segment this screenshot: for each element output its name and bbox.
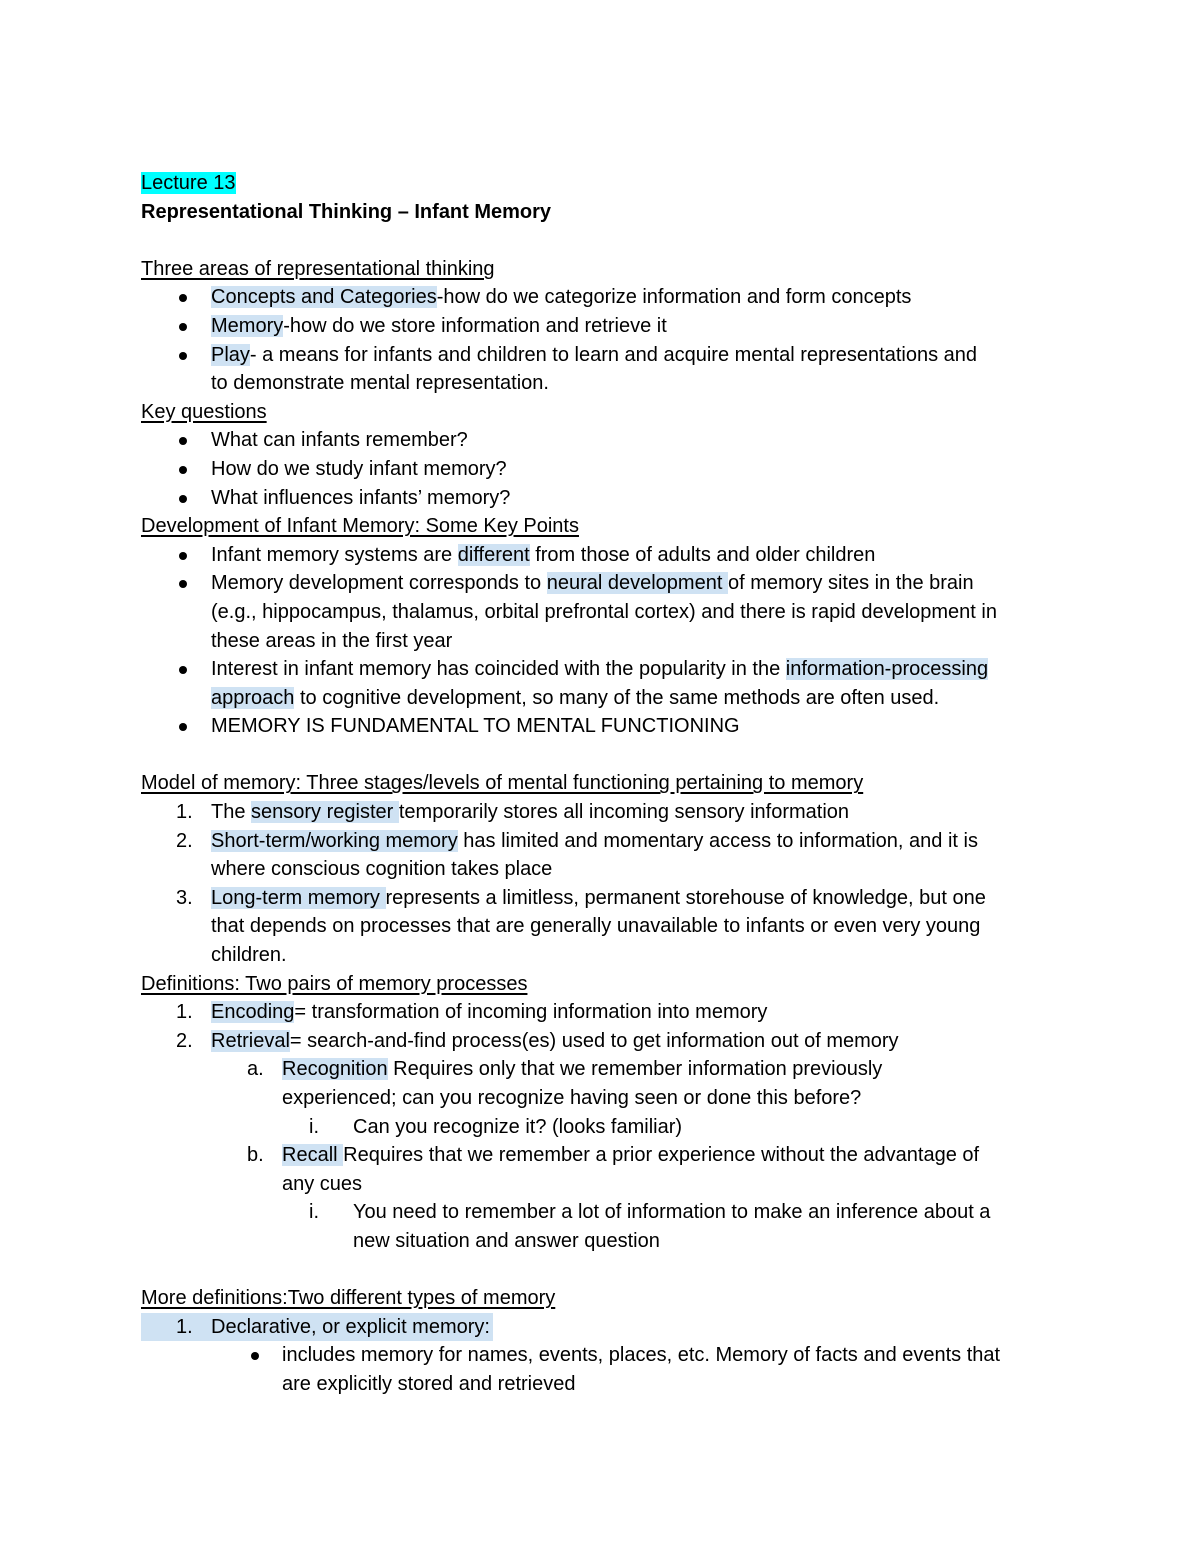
list-item [141,655,1071,712]
item-text: temporarily stores all incoming sensory information [398,801,850,824]
item-text: to cognitive development, so many of the same methods are often used. [294,686,940,709]
list-item [141,827,1071,884]
item-text: You need to remember a lot of information to make an inference about a [353,1201,991,1224]
list-item [141,884,1071,970]
list-item [141,569,1071,655]
item-text: What can infants remember? [211,429,468,452]
highlighted-term: Play [211,343,250,366]
highlighted-term: Recall [282,1144,344,1167]
list-item [141,998,1071,1027]
list-item [141,455,1071,484]
highlighted-term: Long-term memory [211,886,386,909]
page-title: Representational Thinking – Infant Memory [141,200,552,223]
item-text: The [211,801,252,824]
section-heading-key-questions: Key questions [141,400,267,423]
item-text-continued: new situation and answer question [353,1229,660,1252]
section-heading-representational-thinking: Three areas of representational thinking [141,257,495,280]
list-item [141,1055,1071,1112]
highlighted-term: Memory [211,314,284,337]
bullet-icon [179,352,187,360]
list-item [141,426,1071,455]
bullet-icon [179,580,187,588]
item-text: of memory sites in the brain [727,572,974,595]
item-text: Declarative, or explicit memory: [211,1315,490,1338]
list-item [141,541,1071,570]
item-text: Interest in infant memory has coincided with the popularity in the [211,658,786,681]
bullet-icon [179,294,187,302]
list-number: 1. [176,1315,193,1338]
list-item [141,312,1071,341]
list-number: 2. [176,829,193,852]
bullet-icon [179,323,187,331]
list-item [141,1341,1071,1398]
bullet-icon [179,466,187,474]
item-text-continued: are explicitly stored and retrieved [282,1372,576,1395]
section-heading-more-definitions: More definitions:Two different types of memory [141,1287,556,1310]
list-item [141,1198,1071,1255]
item-text-continued: these areas in the first year [211,629,453,652]
list-item [141,1027,1071,1056]
list-item [141,1313,1071,1342]
item-text: -how do we categorize information and form concepts [436,286,912,309]
item-text: from those of adults and older children [529,543,876,566]
list-number: 1. [176,801,193,824]
item-text: How do we study infant memory? [211,457,507,480]
highlighted-term: Recognition [282,1058,388,1081]
list-roman: i. [309,1115,319,1138]
item-text-continued: where conscious cognition takes place [211,858,553,881]
spacer [141,226,1071,255]
highlighted-term: different [457,543,530,566]
list-roman: i. [309,1201,319,1224]
item-text: What influences infants’ memory? [211,486,511,509]
item-text-continued: that depends on processes that are generally unavailable to infants or even very young [211,915,981,938]
item-text-continued: any cues [282,1172,363,1195]
bullet-icon [179,723,187,731]
bullet-icon [251,1352,259,1360]
list-item [141,484,1071,513]
item-text: Memory development corresponds to [211,572,547,595]
spacer [141,1256,1071,1285]
list-number: 1. [176,1001,193,1024]
list-item [141,1113,1071,1142]
item-text: Requires that we remember a prior experience without the advantage of [343,1144,980,1167]
bullet-icon [179,495,187,503]
list-item [141,798,1071,827]
list-letter: a. [247,1058,264,1081]
bullet-icon [179,552,187,560]
item-text-continued: to demonstrate mental representation. [211,372,549,395]
document-body [141,169,1071,1399]
item-text-continued: (e.g., hippocampus, thalamus, orbital prefrontal cortex) and there is rapid development in [211,600,997,623]
item-text: Can you recognize it? (looks familiar) [353,1115,683,1138]
list-item [141,712,1071,741]
section-heading-development: Development of Infant Memory: Some Key Points [141,515,579,538]
highlighted-term: approach [211,686,295,709]
item-text: -how do we store information and retrieve it [283,314,667,337]
item-text: Requires only that we remember information previously [387,1058,883,1081]
item-text: = transformation of incoming information into memory [294,1001,768,1024]
item-text: = search-and-find process(es) used to get information out of memory [289,1029,899,1052]
lecture-label-text: Lecture 13 [141,172,236,194]
item-text-continued: children. [211,944,287,967]
list-number: 3. [176,886,193,909]
item-text: - a means for infants and children to learn and acquire mental representations and [249,343,978,366]
item-text: represents a limitless, permanent storehouse of knowledge, but one [385,886,986,909]
list-item [141,341,1071,398]
list-number: 2. [176,1029,193,1052]
list-letter: b. [247,1144,264,1167]
lecture-label [141,169,1071,198]
highlighted-term: Concepts and Categories [211,286,437,309]
item-text: has limited and momentary access to information, and it is [457,829,978,852]
highlighted-term: information-processing [785,658,989,681]
spacer [141,741,1071,770]
section-heading-model-of-memory: Model of memory: Three stages/levels of mental functioning pertaining to memory [141,772,864,795]
highlighted-term: sensory register [251,801,399,824]
item-text-continued: experienced; can you recognize having seen or done this before? [282,1087,862,1109]
item-text: MEMORY IS FUNDAMENTAL TO MENTAL FUNCTIONING [211,715,740,738]
bullet-icon [179,666,187,674]
item-text: includes memory for names, events, places, etc. Memory of facts and events that [282,1344,1001,1367]
highlighted-term: Encoding [211,1001,295,1024]
list-item [141,283,1071,312]
bullet-icon [179,437,187,445]
highlighted-term: Short-term/working memory [211,829,458,852]
highlighted-term: neural development [546,572,728,595]
section-heading-definitions: Definitions: Two pairs of memory processes [141,972,528,995]
highlighted-term: Retrieval [211,1029,290,1052]
highlighted-row [141,1313,493,1342]
item-text: Infant memory systems are [211,543,458,566]
list-item [141,1141,1071,1198]
item-text-continued [211,684,1071,713]
